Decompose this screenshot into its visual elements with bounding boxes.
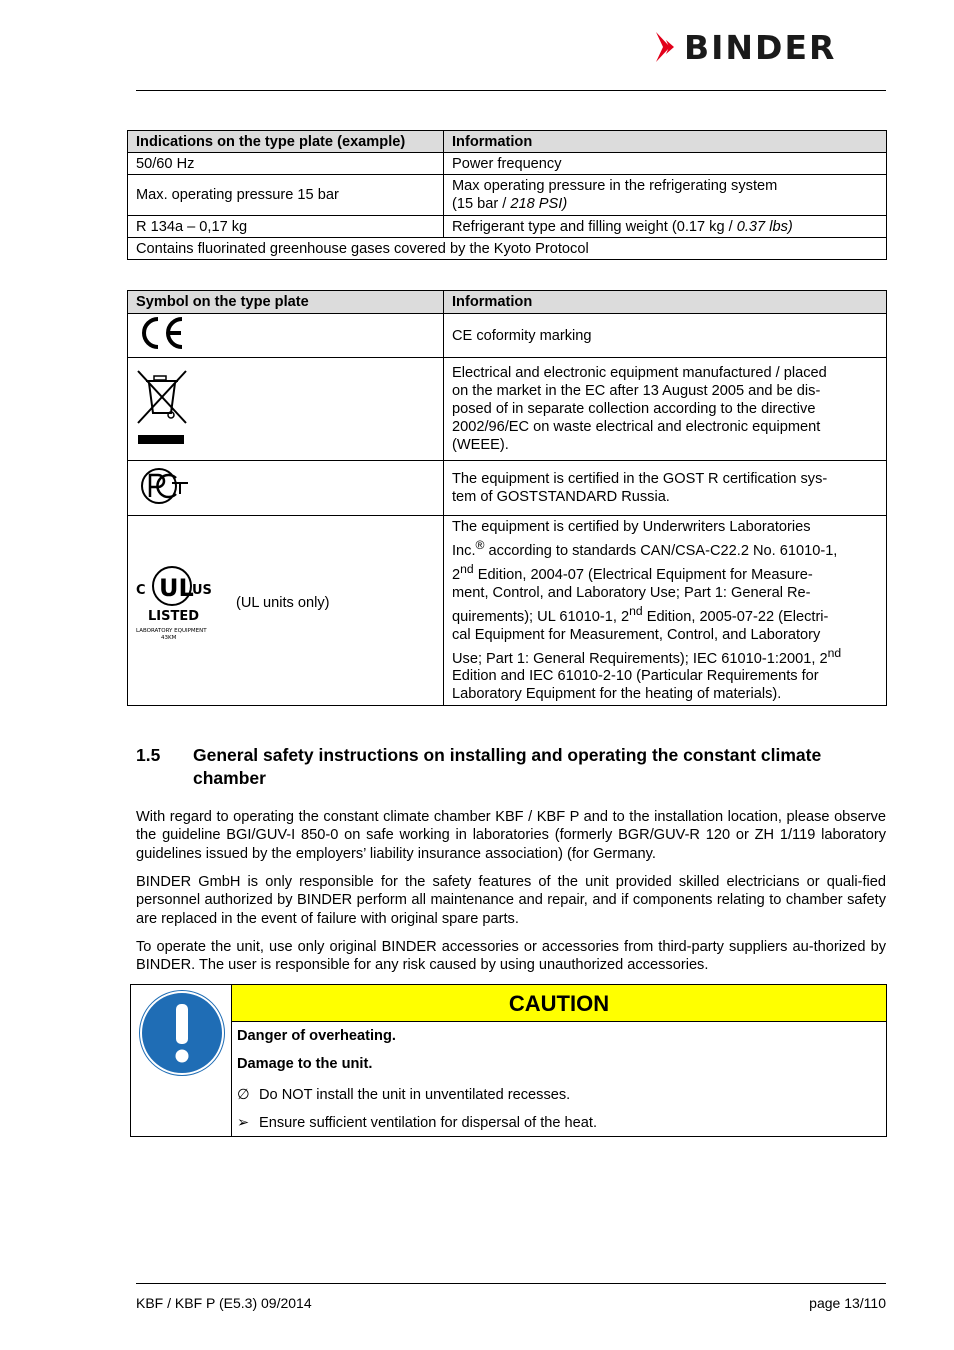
symbol-cell: [128, 516, 444, 706]
table-row: [128, 314, 887, 358]
c-ul-us-listed-icon: [134, 564, 226, 644]
header-rule: [136, 90, 886, 91]
caution-prohibition: [237, 1086, 570, 1103]
body-paragraph: BINDER GmbH is only responsible for the safety features of the unit provided skilled electricians or quali-fied personnel authorized by BINDER perform all maintenance and repair, and if components relating to chamber safety are replaced in the event of failure with original spare parts.: [136, 874, 886, 927]
exclamation-icon: [139, 990, 225, 1076]
info-line: 2002/96/EC on waste electrical and electronic equipment: [452, 419, 821, 435]
cell-text: (15 bar /: [452, 196, 511, 212]
c-mark: C: [136, 583, 146, 598]
table-cell: R 134a – 0,17 kg: [128, 216, 444, 238]
us-mark: US: [192, 583, 212, 598]
info-line: cal Equipment for Measurement, Control, and Laboratory: [452, 626, 821, 643]
caution-title: CAUTION: [232, 985, 886, 1022]
table-cell: [444, 461, 887, 516]
binder-logo-text: BINDER: [684, 30, 837, 64]
ul-code-mark: 43KM: [161, 635, 177, 641]
symbol-cell: [128, 358, 444, 461]
ul-units-note: (UL units only): [236, 595, 330, 611]
info-line: The equipment is certified in the GOST R certification sys-: [452, 471, 828, 487]
cell-text-italic: 0.37 lbs): [736, 218, 793, 235]
table-row: [128, 216, 887, 238]
type-plate-symbols-table: [127, 290, 887, 706]
info-line: quirements); UL 61010-1, 2: [452, 608, 630, 625]
info-line: Inc.: [452, 542, 476, 559]
info-line: Laboratory Equipment for the heating of materials).: [452, 686, 782, 703]
table-row: [128, 153, 887, 175]
info-line: Edition, 2005-07-22 (Electri-: [642, 608, 829, 625]
lab-equipment-mark: LABORATORY EQUIPMENT: [136, 628, 207, 634]
table-cell: [444, 516, 887, 706]
table-header-row: [128, 291, 887, 314]
registered-mark: ®: [475, 538, 485, 552]
caution-damage: Damage to the unit.: [237, 1056, 373, 1072]
info-line: Edition and IEC 61010-2-10 (Particular Requirements for: [452, 668, 819, 685]
table-cell: 50/60 Hz: [128, 153, 444, 175]
table-cell: [444, 216, 887, 238]
body-paragraph: To operate the unit, use only original BINDER accessories or accessories from third-party suppliers au-thorized by BINDER. The user is responsible for any risk caused by using unauthorized accessories.: [136, 939, 886, 974]
info-line: The equipment is certified by Underwriters Laboratories: [452, 519, 811, 535]
info-line: according to standards CAN/CSA-C22.2 No. 61010-1,: [484, 542, 838, 559]
table-cell: [444, 358, 887, 461]
body-paragraph: With regard to operating the constant climate chamber KBF / KBF P and to the installation location, please observe the guideline BGI/GUV-I 850-0 on safe working in laboratories (formerly BGR/GUV-R 120 or ZH 1/119 laboratory guidelines issued by the employers’ liability insurance association) (for Germany.: [136, 809, 886, 862]
table-row: [128, 238, 887, 260]
table-cell: Power frequency: [444, 153, 887, 175]
cell-text: Max operating pressure in the refrigerating system: [452, 178, 778, 194]
cell-text-italic: 218 PSI): [510, 196, 568, 212]
ordinal-suffix: nd: [827, 645, 842, 660]
section-title: General safety instructions on installing and operating the constant climate chamber: [193, 745, 822, 788]
binder-logo: [654, 30, 886, 64]
info-line: Edition, 2004-07 (Electrical Equipment for Measure-: [473, 566, 813, 583]
action-text: Ensure sufficient ventilation for dispersal of the heat.: [259, 1115, 598, 1131]
column-header: Indications on the type plate (example): [128, 131, 444, 153]
binder-logo-icon: [654, 30, 886, 64]
listed-mark: LISTED: [148, 609, 200, 624]
table-cell: CE coformity marking: [444, 314, 887, 358]
info-line: on the market in the EC after 13 August 2005 and be dis-: [452, 383, 821, 399]
column-header: Information: [444, 131, 887, 153]
table-header-row: [128, 131, 887, 153]
symbol-cell: [128, 314, 444, 358]
column-header: Information: [444, 291, 887, 314]
caution-box: [130, 984, 887, 1137]
info-line: Use; Part 1: General Requirements); IEC 61010-1:2001, 2: [452, 650, 828, 667]
symbol-cell: [128, 461, 444, 516]
info-line: (WEEE).: [452, 437, 509, 453]
table-cell: Contains fluorinated greenhouse gases covered by the Kyoto Protocol: [128, 238, 887, 260]
ordinal-suffix: nd: [629, 603, 643, 618]
prohibition-icon: ∅: [237, 1087, 250, 1103]
info-line: posed of in separate collection according to the directive: [452, 401, 816, 417]
type-plate-indications-table: [127, 130, 887, 260]
caution-icon-cell: [131, 985, 232, 1136]
info-line: Electrical and electronic equipment manufactured / placed: [452, 365, 827, 381]
table-row: [128, 516, 887, 706]
cell-text: Refrigerant type and filling weight (0.17 kg /: [452, 218, 737, 235]
table-cell: [444, 175, 887, 216]
footer-rule: [136, 1283, 886, 1284]
ce-mark-icon: [136, 316, 186, 350]
footer-page-number: page 13/110: [809, 1295, 886, 1311]
info-line: 2: [452, 566, 461, 583]
prohibition-text: Do NOT install the unit in unventilated recesses.: [259, 1087, 571, 1103]
ordinal-suffix: nd: [460, 561, 474, 576]
section-number: 1.5: [136, 745, 161, 765]
table-row: [128, 461, 887, 516]
arrow-bullet-icon: ➢: [237, 1115, 250, 1131]
info-line: ment, Control, and Laboratory Use; Part 1: General Re-: [452, 584, 811, 601]
footer-document-id: KBF / KBF P (E5.3) 09/2014: [136, 1295, 312, 1311]
column-header: Symbol on the type plate: [128, 291, 444, 314]
caution-action: [237, 1114, 597, 1131]
table-row: [128, 175, 887, 216]
svg-text:UL: UL: [159, 574, 194, 602]
caution-danger: Danger of overheating.: [237, 1028, 396, 1044]
weee-bin-icon: [136, 367, 192, 447]
table-row: [128, 358, 887, 461]
gost-r-icon: [136, 466, 192, 506]
table-cell: Max. operating pressure 15 bar: [128, 175, 444, 216]
info-line: tem of GOSTSTANDARD Russia.: [452, 489, 670, 505]
